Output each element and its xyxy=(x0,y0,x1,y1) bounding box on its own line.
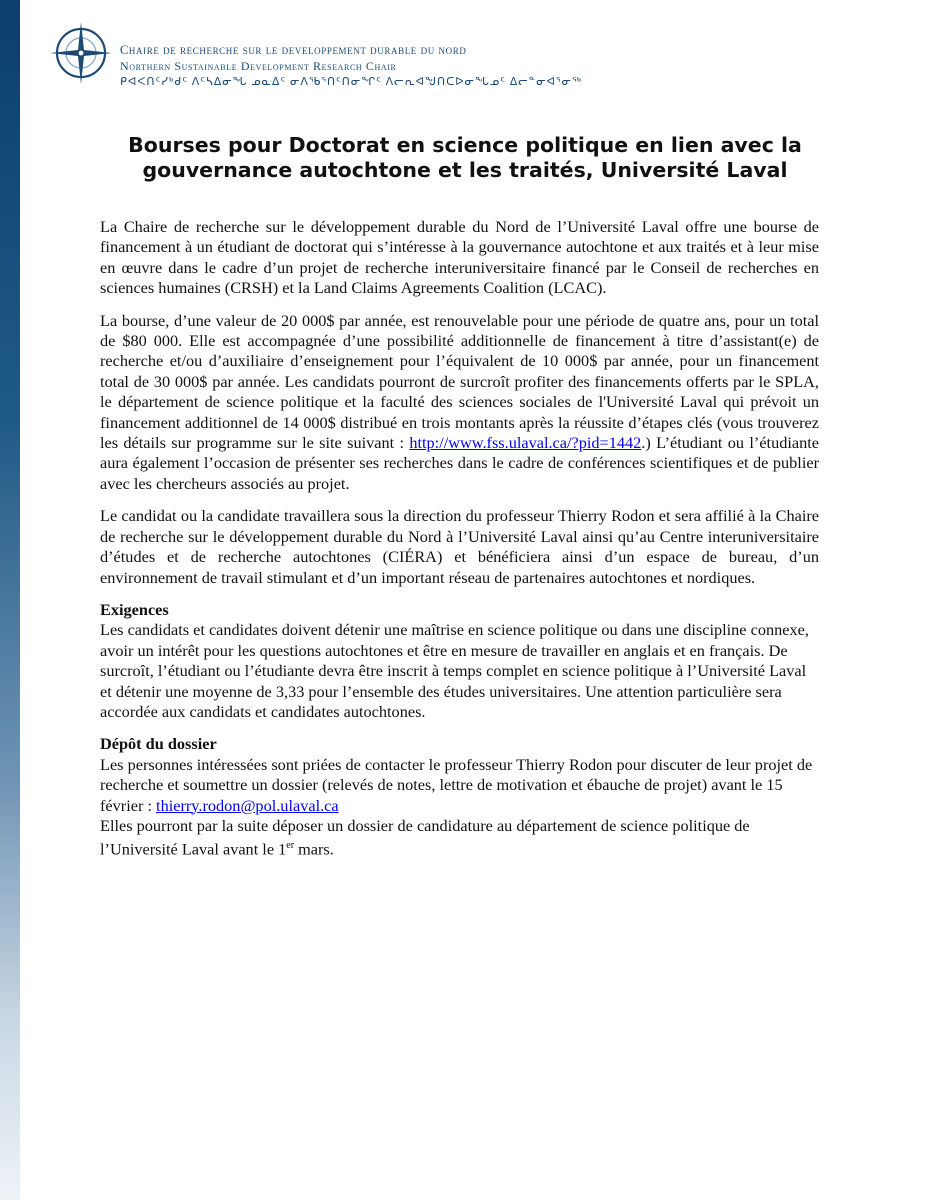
compass-logo-icon xyxy=(46,18,116,88)
contact-email-link[interactable]: thierry.rodon@pol.ulaval.ca xyxy=(156,795,339,815)
depot-deadline-text-2: mars. xyxy=(294,839,334,859)
depot-deadline-text-1: Elles pourront par la suite déposer un dossier de candidature au département de science politique de l’Université Laval avant le 1 xyxy=(100,815,750,859)
header-text-block xyxy=(120,42,582,90)
left-decorative-bar xyxy=(0,0,20,1200)
depot-text xyxy=(100,755,819,816)
depot-deadline-text xyxy=(100,816,819,860)
exigences-text: Les candidats et candidates doivent détenir une maîtrise en science politique ou dans une discipline connexe, avoir un intérêt pour les questions autochtones et être en mesure de travailler en anglais et en français. De surcroît, l’étudiant ou l’étudiante devra être inscrit à temps complet en science politique à l’Université Laval et détenir une moyenne de 3,33 pour l’ensemble des études universitaires. Une attention particulière sera accordée aux candidats et candidates autochtones. xyxy=(100,620,809,721)
paragraph-supervision: Le candidat ou la candidate travaillera sous la direction du professeur Thierry Rodon et sera affilié à la Chaire de recherche sur le développement durable du Nord à l’Université Laval ainsi qu’au Centre interuniversitaire d’études et de recherche autochtones (CIÉRA) et bénéficiera ainsi d’un espace de bureau, d’un environnement de travail stimulant et d’un important réseau de partenaires autochtones et nordiques. xyxy=(100,506,819,587)
paragraph-funding xyxy=(100,311,819,495)
fss-program-link[interactable]: http://www.fss.ulaval.ca/?pid=1442 xyxy=(409,433,642,453)
paragraph-funding-text-2: .) L’étudiant ou l’étudiante aura également l’occasion de présenter ses recherches dans le cadre de conférences scientifiques et de publier avec les chercheurs associés au projet. xyxy=(100,433,819,493)
paragraph-intro: La Chaire de recherche sur le développement durable du Nord de l’Université Laval offre une bourse de financement à un étudiant de doctorat qui s’intéresse à la gouvernance autochtone et aux traités et à leur mise en œuvre dans le cadre d’un projet de recherche interuniversitaire financé par le Conseil de recherches en sciences humaines (CRSH) et la Land Claims Agreements Coalition (LCAC). xyxy=(100,217,819,298)
exigences-heading: Exigences xyxy=(100,599,169,619)
depot-text-1: Les personnes intéressées sont priées de contacter le professeur Thierry Rodon pour discuter de leur projet de recherche et soumettre un dossier (relevés de notes, lettre de motivation et ébauche de projet) avant le 15 février : xyxy=(100,754,813,815)
depot-heading: Dépôt du dossier xyxy=(100,734,217,754)
header-title-syllabics: ᑭᐊᐸᑎᑦᓯᒃᑯᑦ ᐱᑦᓴᐃᓂᖓ ᓄᓇᐃᑦ ᓂᐱᖃᕐᑎᑦᑎᓂᖏᑦ ᐱᓕᕆᐊᖑᑎᑕᐅᓂᖓᓄᑦ ᐃᓕᓐᓂᐊᕐᓂᖅ xyxy=(120,76,583,88)
ordinal-superscript: er xyxy=(286,840,295,852)
header-title-fr: Chaire de recherche sur le developpement durable du nord xyxy=(120,43,467,57)
paragraph-funding-text-1: La bourse, d’une valeur de 20 000$ par année, est renouvelable pour une période de quatre ans, pour un total de $80 000. Elle est accompagnée d’une possibilité additionnelle de financement à titre d’assistant(e) de recherche et/ou d’auxiliaire d’enseignement pour l’équivalent de 10 000$ par année, pour un financement total de 30 000$ par année. Les candidats pourront de surcroît profiter des financements offerts par le SPLA, le département de science politique et la faculté des sciences sociales de l'Université Laval qui prévoit un financement additionnel de 14 000$ distribué en trois montants après la réussite d’étapes clés (vous trouverez les détails sur programme sur le site suivant : xyxy=(100,310,819,453)
page-title: Bourses pour Doctorat en science politique en lien avec la gouvernance autochtone et les traités, Université Laval xyxy=(128,133,802,182)
document-body xyxy=(100,217,819,860)
header-title-en: Northern Sustainable Development Research Chair xyxy=(120,59,397,73)
